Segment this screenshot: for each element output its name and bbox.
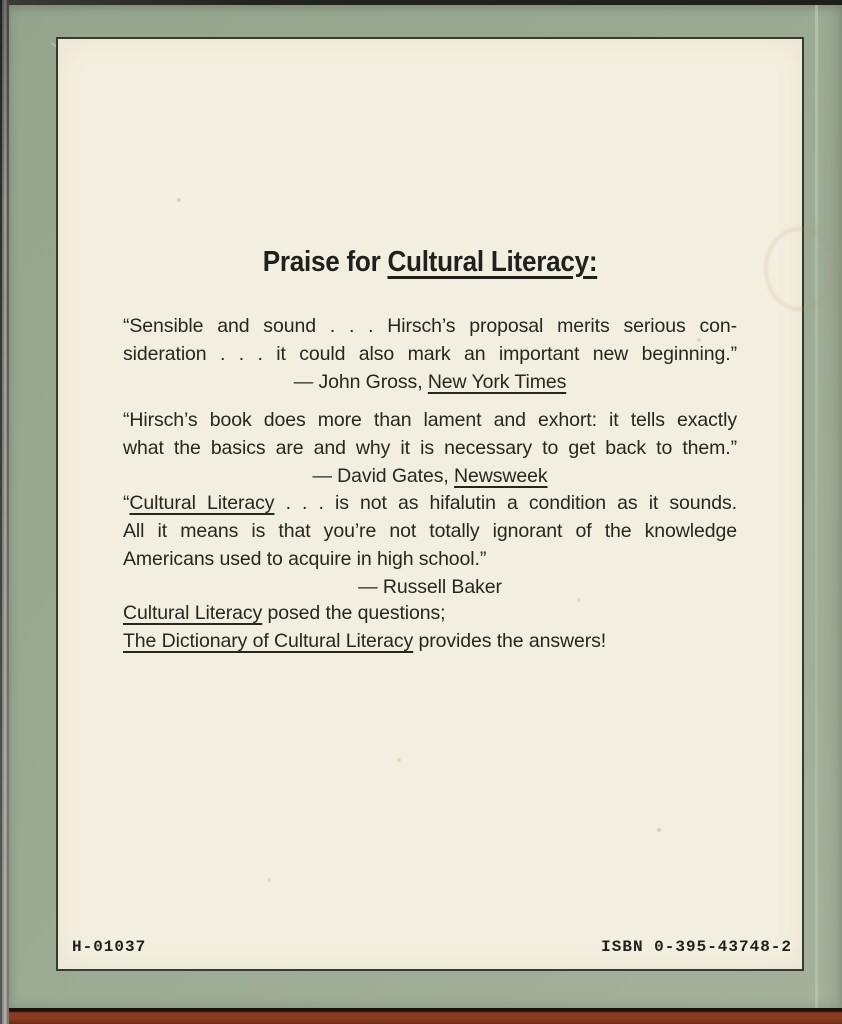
- quote-david-gates: [123, 406, 737, 490]
- attribution-name: — John Gross,: [293, 371, 428, 393]
- title-book-name: Cultural Literacy:: [387, 246, 598, 278]
- paper-specks: [58, 39, 60, 41]
- dust-jacket: [9, 4, 842, 1010]
- book-name-inline: The Dictionary of Cultural Literacy: [123, 630, 414, 652]
- quote-attribution: [123, 368, 737, 396]
- tagline-line: [123, 599, 737, 627]
- quote-line: All it means is that you’re not totally ignorant of the knowledge: [123, 520, 737, 542]
- quote-russell-baker: [123, 489, 737, 601]
- quote-line: [123, 489, 737, 517]
- isbn-code: ISBN 0-395-43748-2: [601, 938, 792, 956]
- quote-line: “Sensible and sound . . . Hirsch’s proposal merits serious con-: [123, 315, 737, 337]
- open-quote: “: [123, 492, 130, 514]
- quote-line: Americans used to acquire in high school.”: [123, 548, 487, 570]
- quote-attribution: [123, 462, 737, 490]
- quote-attribution: — Russell Baker: [358, 576, 502, 598]
- quote-john-gross: [123, 312, 737, 396]
- panel-title: [95, 245, 765, 279]
- quote-line: sideration . . . it could also mark an important new beginning.”: [123, 343, 737, 365]
- quote-line: what the basics are and why it is necessary to get back to them.”: [123, 437, 737, 459]
- book-top-edge: [0, 0, 842, 5]
- closing-tagline: [123, 599, 737, 655]
- book-name-inline: Cultural Literacy: [129, 492, 275, 514]
- print-code: H-01037: [72, 938, 147, 956]
- board-bottom-edge: [5, 1008, 842, 1024]
- attribution-source: New York Times: [427, 371, 567, 393]
- praise-panel: [56, 37, 804, 971]
- book-name-inline: Cultural Literacy: [123, 602, 263, 624]
- tagline-rest: posed the questions;: [262, 602, 446, 624]
- page-stack-edge: [0, 0, 9, 1024]
- quote-line-rest: . . . is not as hifalutin a condition as it sounds.: [274, 492, 737, 514]
- ring-stain: [764, 227, 834, 311]
- attribution-source: Newsweek: [454, 465, 548, 487]
- tagline-rest: provides the answers!: [413, 630, 607, 652]
- quote-line: “Hirsch’s book does more than lament and exhort: it tells exactly: [123, 409, 737, 431]
- title-prefix: Praise for: [262, 246, 388, 278]
- tagline-line: [123, 627, 737, 655]
- attribution-name: — David Gates,: [312, 465, 455, 487]
